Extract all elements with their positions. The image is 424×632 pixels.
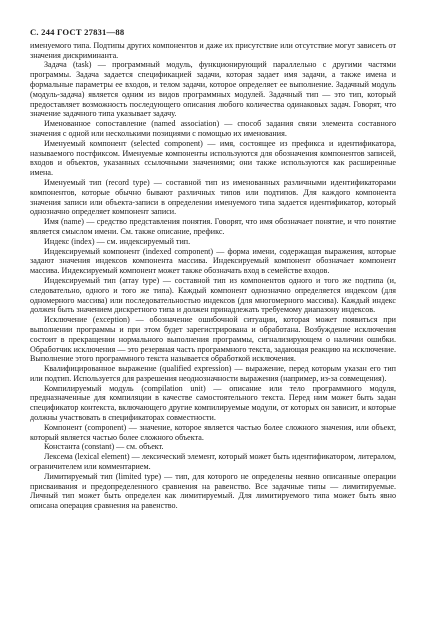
paragraph: Исключение (exception) — обозначение ошибочной ситуации, которая может появиться при выполнении программы и при этом будет зарегистрирована и обработана. Возбуждение исключения состоит в прекращении нормального выполнения программы, сигнализирующем о наличии ошибки. Обработчик исключения — это резервная часть программного текста, задающая реакцию на исключение. Выполнение этого программного текста называется обработкой исключения. (30, 315, 396, 364)
paragraph: Индексируемый тип (array type) — составной тип из компонентов одного и того же подтипа (и, следовательно, одного и того же типа). Каждый компонент однозначно определяется индексом (для одномерного массива) или последовательностью индексов (для многомерного массива). Каждый индекс должен быть значением дискретного типа и должен принадлежать требуемому диапазону индексов. (30, 275, 396, 315)
paragraph: Константа (constant) — см. объект. (44, 442, 164, 452)
paragraph: Индексируемый компонент (indexed component) — форма имени, содержащая выражения, которые задают значения индексов компонента массива. Индексируемый компонент обозначает компонент массива. Индексируемый компонент может также обозначать вход в семействе входов. (30, 246, 396, 276)
page-header: С. 244 ГОСТ 27831—88 (30, 27, 125, 37)
paragraph: Квалифицированное выражение (qualified expression) — выражение, перед которым указан его тип или подтип. Используется для разрешения неоднозначности выражения (например, из-за совмещения). (30, 364, 396, 383)
paragraph: Индекс (index) — см. индексируемый тип. (44, 236, 191, 246)
paragraph: Лексема (lexical element) — лексический элемент, который может быть идентификатором, литералом, ограничителем или комментарием. (30, 452, 396, 472)
paragraph: Именуемый тип (record type) — составной тип из именованных различными идентификаторами компонентов, которые обычно бывают различных типов или подтипов. Для каждого компонента значения записи или объекта-записи в определении именуемого типа задается идентификатор, который однозначно определяет компонент записи. (30, 177, 396, 217)
paragraph: Имя (name) — средство представления понятия. Говорят, что имя обозначает понятие, и что понятие является смыслом имени. См. также описание, префикс. (30, 217, 396, 236)
paragraph: Задача (task) — программный модуль, функционирующий параллельно с другими частями программы. Задача задается спецификацией задачи, которая задает имя задачи, а также имена и формальные параметры ее входов, и телом задачи, которое определяет ее выполнение. Задачный модуль (модуль-задача) является одним из видов программных модулей. Задачный тип — это тип, который предоставляет возможность последующего описания любого количества одинаковых задач. Говорят, что значение задачного типа указывает задачу. (30, 60, 396, 119)
paragraph: именуемого типа. Подтипы других компонентов и даже их присутствие или отсутствие могут зависеть от значения дискриминанта. (30, 40, 396, 60)
paragraph: Лимитируемый тип (limited type) — тип, для которого не определены неявно описанные операции присваивания и предопределенного сравнения на равенство. Все задачные типы — лимитируемые. Личный тип может быть определен как лимитируемый. Для лимитируемого типа может быть явно описана операция сравнения на равенство. (30, 471, 396, 511)
paragraph: Компонент (component) — значение, которое является частью более сложного значения, или объект, который является частью более сложного объекта. (30, 422, 396, 442)
paragraph: Именуемый компонент (selected component) — имя, состоящее из префикса и идентификатора, называемого постфиксом. Именуемые компоненты используются для обозначения компонентов записей, входов и объектов, указанных ссылочными значениями; они также используются как расширенные имена. (30, 138, 396, 178)
paragraph: Компилируемый модуль (compilation unit) — описание или тело программного модуля, предназначенные для компиляции в качестве самостоятельного текста. Перед ним может быть задан спецификатор контекста, включающего другие компилируемые модули, от которых он зависит, и которые должны участвовать в спецификаторах совместности. (30, 383, 396, 423)
paragraph: Именованное сопоставление (named association) — способ задания связи элемента составного значения с одной или несколькими позициями с помощью их именования. (30, 119, 396, 138)
